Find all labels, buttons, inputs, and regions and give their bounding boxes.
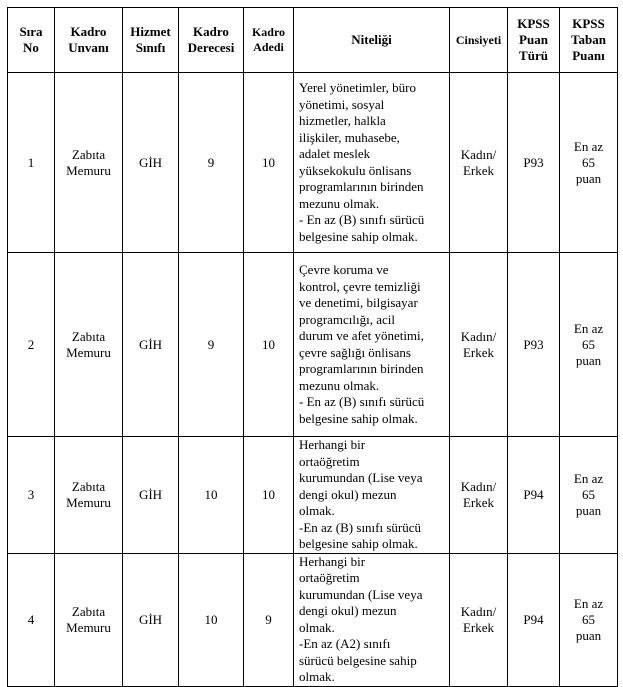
cell-niteligi: Çevre koruma ve kontrol, çevre temizliği ve denetimi, bilgisayar programcılığı, acil durum ve afet yönetimi, çevre sağlığı önlisans programlarının birinden mezunu olmak. - En az (B) sınıfı sürücü belgesine sahip olmak. [294,253,450,437]
cell-kpss-puan-turu: P94 [508,437,560,554]
cell-kadro-derecesi: 9 [179,73,244,253]
table-row [8,253,618,437]
cell-kpss-taban-puani: En az 65 puan [560,437,618,554]
cell-niteligi: Yerel yönetimler, büro yönetimi, sosyal hizmetler, halkla ilişkiler, muhasebe, adalet meslek yüksekokulu önlisans programlarının birinden mezunu olmak. - En az (B) sınıfı sürücü belgesine sahip olmak. [294,73,450,253]
cell-hizmet-sinifi: GİH [123,553,179,686]
cell-hizmet-sinifi: GİH [123,73,179,253]
cell-sira-no: 2 [8,253,55,437]
cell-kadro-unvani: Zabıta Memuru [55,253,123,437]
header-kadro-derecesi: Kadro Derecesi [179,8,244,73]
cell-sira-no: 3 [8,437,55,554]
header-sira-no: Sıra No [8,8,55,73]
header-row [8,8,618,73]
header-kadro-adedi: Kadro Adedi [244,8,294,73]
cell-kadro-unvani: Zabıta Memuru [55,553,123,686]
cell-kpss-taban-puani: En az 65 puan [560,73,618,253]
cell-kadro-adedi: 10 [244,437,294,554]
cell-cinsiyeti: Kadın/ Erkek [450,437,508,554]
cell-kadro-derecesi: 10 [179,553,244,686]
header-niteligi: Niteliği [294,8,450,73]
cell-niteligi: Herhangi bir ortaöğretim kurumundan (Lise veya dengi okul) mezun olmak. -En az (A2) sınıfı sürücü belgesine sahip olmak. [294,553,450,686]
cell-kpss-puan-turu: P93 [508,253,560,437]
header-kadro-unvani: Kadro Unvanı [55,8,123,73]
header-kpss-taban-puani: KPSS Taban Puanı [560,8,618,73]
cell-kadro-unvani: Zabıta Memuru [55,437,123,554]
cell-kpss-puan-turu: P94 [508,553,560,686]
cell-hizmet-sinifi: GİH [123,437,179,554]
cell-kadro-adedi: 10 [244,73,294,253]
cell-kadro-unvani: Zabıta Memuru [55,73,123,253]
cell-kadro-derecesi: 10 [179,437,244,554]
cell-sira-no: 1 [8,73,55,253]
table-row [8,553,618,686]
cell-niteligi: Herhangi bir ortaöğretim kurumundan (Lise veya dengi okul) mezun olmak. -En az (B) sınıfı sürücü belgesine sahip olmak. [294,437,450,554]
cell-kadro-adedi: 9 [244,553,294,686]
cell-sira-no: 4 [8,553,55,686]
cell-cinsiyeti: Kadın/ Erkek [450,253,508,437]
cell-hizmet-sinifi: GİH [123,253,179,437]
header-kpss-puan-turu: KPSS Puan Türü [508,8,560,73]
cell-cinsiyeti: Kadın/ Erkek [450,553,508,686]
header-cinsiyeti: Cinsiyeti [450,8,508,73]
cell-kpss-puan-turu: P93 [508,73,560,253]
cell-kadro-derecesi: 9 [179,253,244,437]
table-row [8,73,618,253]
kadro-table [7,7,618,687]
cell-kpss-taban-puani: En az 65 puan [560,253,618,437]
cell-cinsiyeti: Kadın/ Erkek [450,73,508,253]
table-row [8,437,618,554]
cell-kadro-adedi: 10 [244,253,294,437]
header-hizmet-sinifi: Hizmet Sınıfı [123,8,179,73]
cell-kpss-taban-puani: En az 65 puan [560,553,618,686]
